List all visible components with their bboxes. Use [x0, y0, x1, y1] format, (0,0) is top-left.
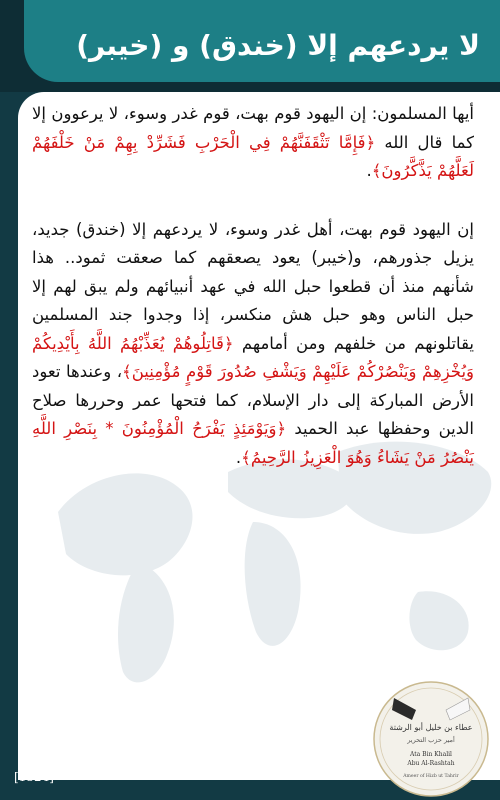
footnote	[18, 722, 370, 758]
paragraph-2	[32, 216, 474, 473]
quran-verse-3: ﴿وَيَوْمَئِذٍ يَفْرَحُ الْمُؤْمِنُونَ * بِنَصْرِ اللَّهِ يَنْصُرُ مَنْ يَشَاءُ وَهُوَ الْعَزِيزُ الرَّحِيمُ﴾	[32, 419, 474, 467]
quran-verse-1: ﴿فَإِمَّا تَثْقَفَنَّهُمْ فِي الْحَرْبِ فَشَرِّدْ بِهِمْ مَنْ خَلْفَهُمْ لَعَلَّهُمْ يَذَّكَّرُونَ﴾	[32, 132, 474, 180]
quran-verse-2: ﴿قَاتِلُوهُمْ يُعَذِّبْهُمُ اللَّهُ بِأَيْدِيكُمْ وَيُخْزِهِمْ وَيَنْصُرْكُمْ عَلَيْهِمْ وَيَشْفِ صُدُورَ قَوْمٍ مُؤْمِنِينَ﴾	[32, 333, 475, 381]
paragraph-2-part-2: ، وعندها تعود الأرض المباركة إلى دار الإسلام، كما فتحها عمر وحررها صلاح الدين وحفظها عبد الحميد	[32, 362, 474, 438]
paragraph-1	[32, 100, 474, 186]
page-title: لا يردعهم إلا (خندق) و (خيبر)	[76, 29, 480, 62]
header	[0, 0, 500, 92]
emblem-seal	[372, 680, 490, 798]
emblem-name-ar: عطاء بن خليل أبو الرشتة	[389, 723, 473, 732]
paragraph-1-end: .	[366, 161, 372, 180]
content-panel	[18, 92, 500, 780]
paragraph-2-end: .	[235, 447, 242, 467]
footnote-date: ١٩ رجب ١٤٤٦هـ - ٢٠٢٥/١/١٩م	[261, 747, 370, 757]
emblem-name-en-2: Abu Al-Rashtah	[407, 760, 455, 767]
issue-number: [1524]	[14, 770, 54, 784]
footnote-line-1: وأخيراً بعد القتل المريع والتدمير الفظيع الذي ارتكبه يهود في غزة..	[138, 723, 370, 733]
article-body	[32, 100, 474, 472]
emblem-name-en-1: Ata Bin Khalil	[410, 751, 452, 758]
emblem-title-ar: أمير حزب التحرير	[407, 736, 455, 744]
paragraph-1-intro: أيها المسلمون: إن اليهود قوم بهت، قوم غدر وسوء، لا يرعوون إلا كما قال الله	[32, 104, 475, 152]
footnote-line-2: وبعد الصمت الشنيع من حكام المسلمين.. ترامب يصنع وقفاً ملغوماً لإطلاق النار	[94, 735, 370, 745]
emblem-title-en: Ameer of Hizb ut Tahrir	[403, 774, 459, 779]
paragraph-2-part-1: إن اليهود قوم بهت، أهل غدر وسوء، لا يردعهم إلا (خندق) جديد، يزيل جذورهم، و(خيبر) يعود يصعقهم كما صعقت ثمود.. هذا شأنهم منذ أن قطعوا حبل الله في عهد أنبيائهم ولم يبق لهم إلا حبل الناس وهو حبل هش منكسر، إذا وجدوا جند المسلمين يقاتلونهم من خلفهم ومن أمامهم	[32, 219, 475, 353]
